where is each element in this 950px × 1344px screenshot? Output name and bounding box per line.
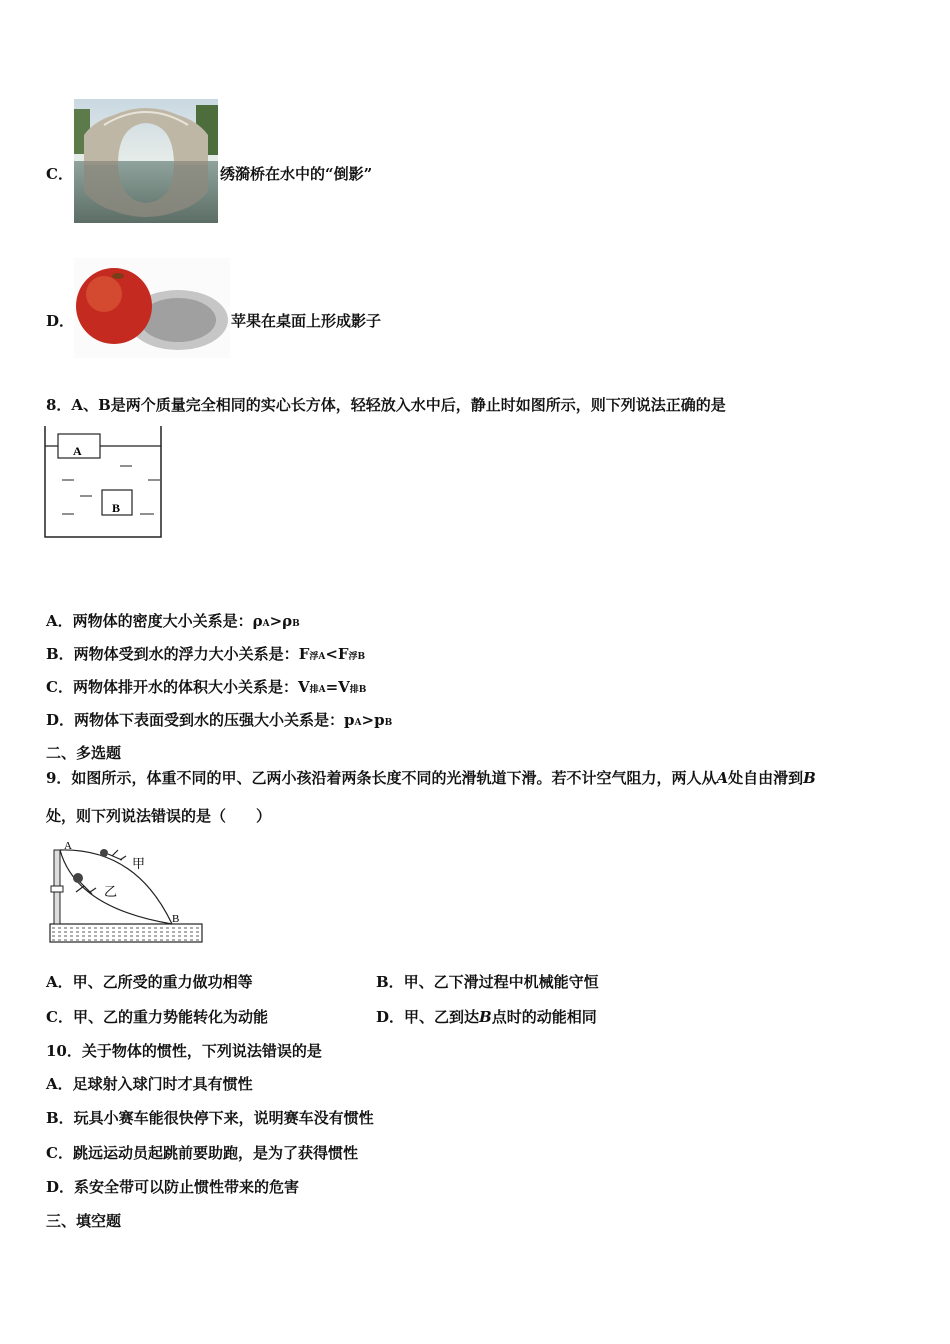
q8-option-c: C．两物体排开水的体积大小关系是：V排A=V排B: [46, 678, 367, 696]
q9-label-b: B: [172, 913, 180, 925]
apple-shadow-image: [74, 258, 230, 358]
q9-option-c: C．甲、乙的重力势能转化为动能: [46, 1008, 268, 1026]
q10-option-c: C．跳远运动员起跳前要助跑，是为了获得惯性: [46, 1144, 358, 1162]
q8-figure: [40, 424, 168, 542]
item-d-caption: 苹果在桌面上形成影子: [231, 312, 382, 330]
q10-option-b: B．玩具小赛车能很快停下来，说明赛车没有惯性: [46, 1109, 374, 1127]
bridge-reflection-image: [74, 99, 218, 223]
q9-stem-line1: 9．如图所示，体重不同的甲、乙两小孩沿着两条长度不同的光滑轨道下滑。若不计空气阻力，两人从A处自由滑到B: [46, 769, 816, 787]
q9-label-a: A: [64, 840, 72, 852]
q8-option-a: A．两物体的密度大小关系是：ρA>ρB: [46, 612, 300, 630]
q8-option-d: D．两物体下表面受到水的压强大小关系是：pA>pB: [46, 711, 393, 729]
q10-stem: 10．关于物体的惯性，下列说法错误的是: [46, 1042, 322, 1060]
q9-label-jia: 甲: [132, 856, 146, 871]
q10-option-a: A．足球射入球门时才具有惯性: [46, 1075, 253, 1093]
item-d-letter: D．: [46, 312, 75, 330]
q8-label-a: A: [73, 444, 82, 458]
q9-label-yi: 乙: [104, 884, 118, 899]
item-c-letter: C．: [46, 165, 73, 183]
q9-option-b: B．甲、乙下滑过程中机械能守恒: [376, 973, 599, 991]
q8-label-b: B: [112, 501, 121, 515]
item-c-caption: 绣漪桥在水中的“倒影”: [220, 165, 373, 183]
q9-figure: [46, 838, 204, 946]
q8-stem: 8．A、B是两个质量完全相同的实心长方体，轻轻放入水中后，静止时如图所示，则下列说法正确的是: [46, 396, 726, 414]
q10-option-d: D．系安全带可以防止惯性带来的危害: [46, 1178, 300, 1196]
q9-option-a: A．甲、乙所受的重力做功相等: [46, 973, 253, 991]
section-3-heading: 三、填空题: [46, 1212, 122, 1230]
q9-stem-line2: 处，则下列说法错误的是（ ）: [46, 807, 272, 825]
q8-option-b: B．两物体受到水的浮力大小关系是：F浮A<F浮B: [46, 645, 366, 663]
q9-option-d: D．甲、乙到达B点时的动能相同: [376, 1008, 597, 1026]
section-2-heading: 二、多选题: [46, 744, 122, 762]
